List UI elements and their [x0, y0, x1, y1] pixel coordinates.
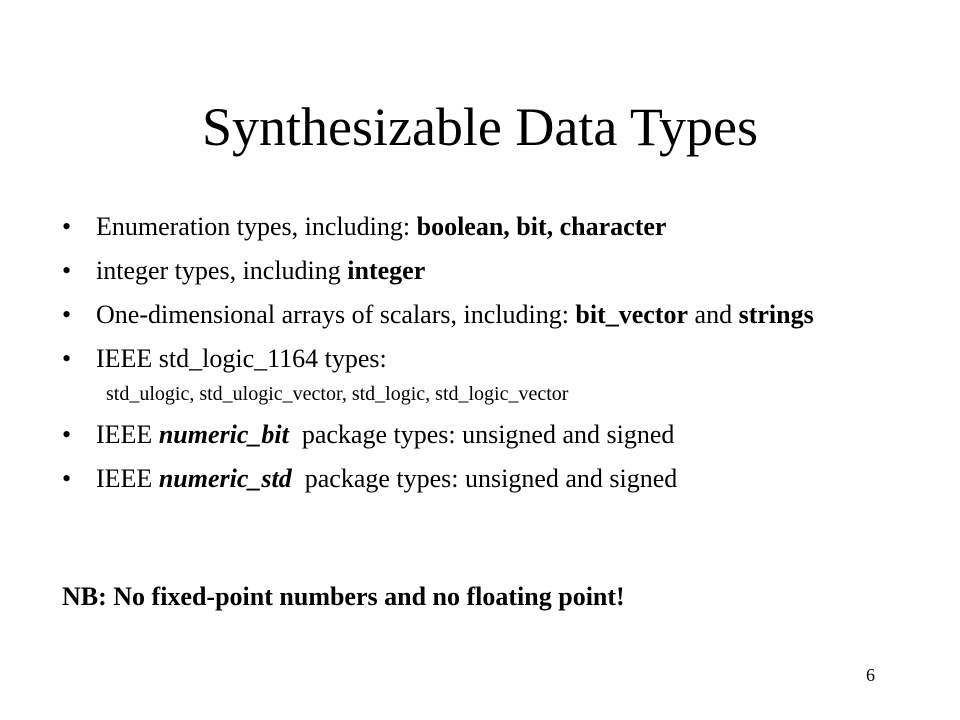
bullet-dot-icon: • — [62, 256, 72, 285]
bullet-list — [62, 212, 902, 508]
sub-item-std-logic-types: std_ulogic, std_ulogic_vector, std_logic, std_logic_vector — [106, 383, 569, 405]
bullet-enumeration-types — [62, 212, 902, 242]
bullet-dot-icon: • — [62, 300, 72, 329]
bullet-numeric-std — [62, 464, 902, 494]
bullet-emphasis: numeric_std — [158, 464, 292, 493]
bullet-emphasis: numeric_bit — [158, 420, 289, 449]
bullet-one-dimensional-arrays — [62, 300, 902, 330]
bullet-suffix: package types: unsigned and signed — [291, 464, 678, 493]
bullet-dot-icon: • — [62, 420, 72, 449]
bullet-integer-types — [62, 256, 902, 286]
bullet-std-logic-1164 — [62, 344, 902, 374]
bullet-bold-text: boolean, bit, character — [416, 212, 667, 241]
bullet-text: integer types, including — [96, 256, 348, 285]
bullet-bold-text-2: strings — [738, 300, 814, 329]
note-text: NB: No fixed-point numbers and no floating point! — [62, 582, 625, 611]
bullet-text: Enumeration types, including: — [96, 212, 417, 241]
bullet-bold-text: integer — [347, 256, 426, 285]
bullet-prefix: IEEE — [96, 464, 159, 493]
page-number: 6 — [866, 665, 875, 685]
bullet-suffix: package types: unsigned and signed — [288, 420, 675, 449]
bullet-dot-icon: • — [62, 344, 72, 373]
slide-title: Synthesizable Data Types — [201, 97, 759, 157]
bullet-dot-icon: • — [62, 212, 72, 241]
bullet-dot-icon: • — [62, 464, 72, 493]
bullet-text: One-dimensional arrays of scalars, including: — [96, 300, 576, 329]
bullet-prefix: IEEE — [96, 420, 159, 449]
bullet-text-connector: and — [688, 300, 739, 329]
bullet-bold-text: bit_vector — [575, 300, 689, 329]
bullet-numeric-bit — [62, 420, 902, 450]
bullet-text: IEEE std_logic_1164 types: — [96, 344, 387, 373]
